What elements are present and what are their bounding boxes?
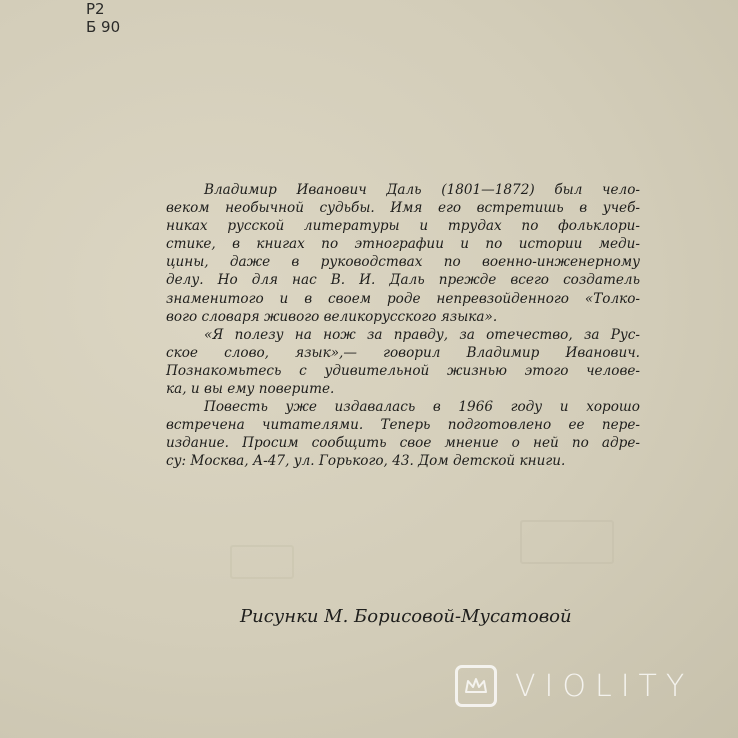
text-line: цины, даже в руководствах по военно-инженерному xyxy=(166,254,640,271)
illustrator-credit: Рисунки М. Борисовой-Мусатовой xyxy=(240,606,572,627)
text-line: Владимир Иванович Даль (1801—1872) был чело- xyxy=(204,182,640,198)
text-line: встречена читателями. Теперь подготовлено ее пере- xyxy=(166,417,640,434)
text-line: «Я полезу на нож за правду, за отечество, за Рус- xyxy=(204,326,640,343)
crown-logo-icon xyxy=(455,665,497,707)
text-line: Повесть уже издавалась в 1966 году и хорошо xyxy=(204,399,640,416)
text-line: Познакомьтесь с удивительной жизнью этого челове- xyxy=(166,362,640,379)
paragraph xyxy=(166,181,640,326)
text-line: стике, в книгах по этнографии и по истории меди- xyxy=(166,236,640,253)
text-line: делу. Но для нас В. И. Даль прежде всего создатель xyxy=(166,272,640,289)
text-line: никах русской литературы и трудах по фольклори- xyxy=(166,218,640,235)
text-line: ка, и вы ему поверите. xyxy=(166,381,335,398)
text-line: веком необычной судьбы. Имя его встретишь в учеб- xyxy=(166,200,640,217)
library-code-line: Р2 xyxy=(86,0,105,18)
annotation-text xyxy=(166,181,640,471)
text-line: издание. Просим сообщить свое мнение о ней по адре- xyxy=(166,435,640,452)
text-line: су: Москва, А-47, ул. Горького, 43. Дом детской книги. xyxy=(166,453,566,470)
library-code-line: Б 90 xyxy=(86,18,121,36)
text-line: знаменитого и в своем роде непревзойденного «Толко- xyxy=(166,290,640,307)
text-line: ское слово, язык»,— говорил Владимир Иванович. xyxy=(166,344,640,361)
watermark xyxy=(455,665,693,707)
bleed-through-shape xyxy=(230,545,294,579)
paragraph xyxy=(166,398,640,470)
watermark-text: VIOLITY xyxy=(515,668,694,704)
bleed-through-shape xyxy=(520,520,614,564)
library-classification-code xyxy=(86,0,120,36)
text-line: вого словаря живого великорусского языка». xyxy=(166,308,498,325)
paragraph xyxy=(166,326,640,398)
